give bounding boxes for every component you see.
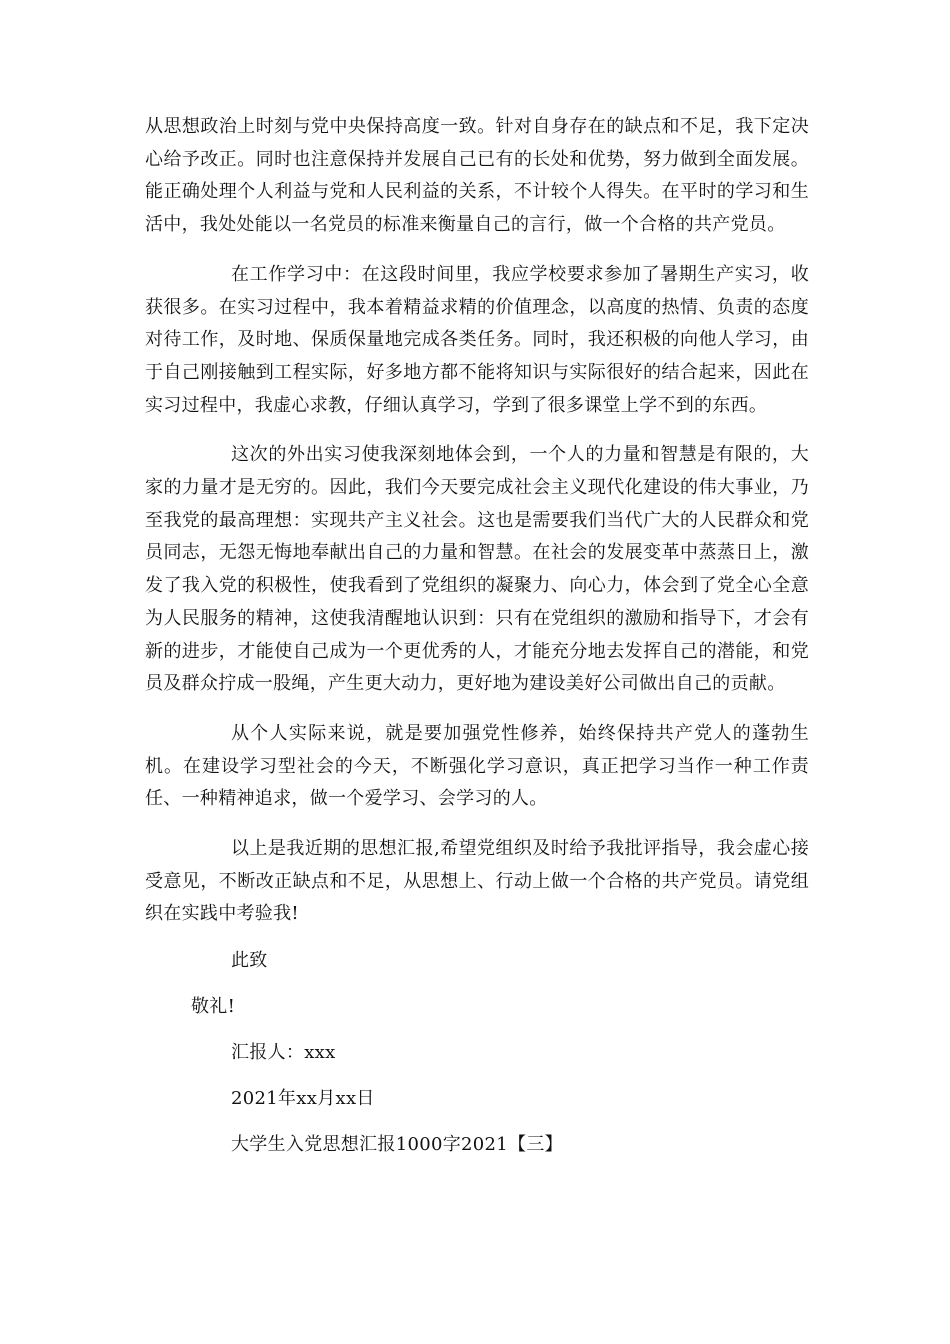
body-paragraph-1: 从思想政治上时刻与党中央保持高度一致。针对自身存在的缺点和不足，我下定决心给予改正。同时也注意保持并发展自己已有的长处和优势，努力做到全面发展。能正确处理个人利益与党和人民利益的关系，不计较个人得失。在平时的学习和生活中，我处处能以一名党员的标准来衡量自己的言行，做一个合格的共产党员。 xyxy=(145,116,809,236)
document-page xyxy=(145,111,809,1159)
body-paragraph-3: 这次的外出实习使我深刻地体会到，一个人的力量和智慧是有限的，大家的力量才是无穷的。因此，我们今天要完成社会主义现代化建设的伟大事业，乃至我党的最高理想：实现共产主义社会。这也是需要我们当代广大的人民群众和党员同志，无怨无悔地奉献出自己的力量和智慧。在社会的发展变革中蒸蒸日上，激发了我入党的积极性，使我看到了党组织的凝聚力、向心力，体会到了党全心全意为人民服务的精神，这使我清醒地认识到：只有在党组织的激励和指导下，才会有新的进步，才能使自己成为一个更优秀的人，才能充分地去发挥自己的潜能，和党员及群众拧成一股绳，产生更大动力，更好地为建设美好公司做出自己的贡献。 xyxy=(145,444,809,695)
body-paragraph-5: 以上是我近期的思想汇报,希望党组织及时给予我批评指导，我会虚心接受意见，不断改正缺点和不足，从思想上、行动上做一个合格的共产党员。请党组织在实践中考验我! xyxy=(145,838,809,925)
reporter-signature: 汇报人：xxx xyxy=(231,1042,336,1064)
body-paragraph-4: 从个人实际来说，就是要加强党性修养，始终保持共产党人的蓬勃生机。在建设学习型社会的今天，不断强化学习意识，真正把学习当作一种工作责任、一种精神追求，做一个爱学习、会学习的人。 xyxy=(145,722,809,810)
body-paragraph-2: 在工作学习中：在这段时间里，我应学校要求参加了暑期生产实习，收获很多。在实习过程中，我本着精益求精的价值理念，以高度的热情、负责的态度对待工作，及时地、保质保量地完成各类任务。同时，我还积极的向他人学习，由于自己刚接触到工程实际，好多地方都不能将知识与实际很好的结合起来，因此在实习过程中，我虚心求教，仔细认真学习，学到了很多课堂上学不到的东西。 xyxy=(145,263,809,416)
closing-salutation: 此致 xyxy=(231,950,268,972)
report-date: 2021年xx月xx日 xyxy=(231,1088,375,1110)
closing-respect: 敬礼! xyxy=(191,996,236,1018)
next-section-title: 大学生入党思想汇报1000字2021【三】 xyxy=(231,1134,563,1156)
